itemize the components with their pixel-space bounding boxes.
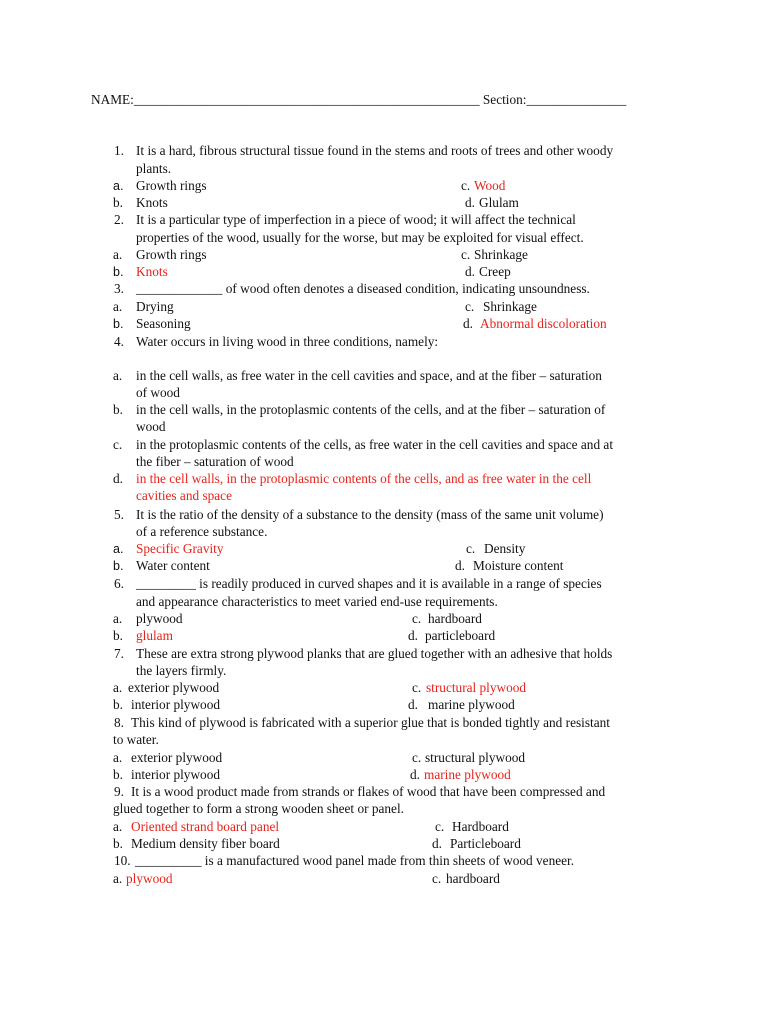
option-letter: b. bbox=[113, 195, 123, 210]
option-letter: a. bbox=[113, 680, 123, 695]
option-letter: a. bbox=[113, 247, 123, 262]
option-letter: d. bbox=[432, 836, 442, 851]
section-label: Section: bbox=[482, 92, 527, 107]
option-text: Density bbox=[484, 541, 526, 556]
option-letter: b. bbox=[113, 767, 123, 782]
question-6-stem-line: _________ is readily produced in curved shapes and it is available in a range of species bbox=[136, 576, 602, 591]
option-text: hardboard bbox=[428, 611, 482, 626]
option-text: Wood bbox=[474, 178, 506, 193]
section-blank[interactable]: _______________ bbox=[526, 92, 627, 107]
question-10-number: 10. bbox=[114, 853, 131, 868]
option-text: in the cell walls, in the protoplasmic contents of the cells, and as free water in the cell bbox=[136, 471, 592, 486]
option-text: plywood bbox=[136, 611, 183, 626]
option-text: structural plywood bbox=[426, 680, 527, 695]
name-blank[interactable]: ____________________________________________________ bbox=[133, 92, 480, 107]
option-letter: a. bbox=[113, 299, 123, 314]
option-text: Medium density fiber board bbox=[131, 836, 280, 851]
option-letter: b. bbox=[113, 559, 124, 573]
question-6-number: 6. bbox=[114, 576, 124, 591]
option-letter: a. bbox=[113, 871, 123, 886]
question-2-stem-line: It is a particular type of imperfection in a piece of wood; it will affect the technical bbox=[136, 212, 576, 227]
question-8-number: 8. bbox=[114, 715, 124, 730]
question-1-stem-line: plants. bbox=[136, 161, 172, 176]
option-text: interior plywood bbox=[131, 767, 221, 782]
option-letter: d. bbox=[113, 471, 123, 486]
option-letter: b. bbox=[113, 402, 123, 417]
question-5-stem-line: of a reference substance. bbox=[136, 524, 268, 539]
option-text: Growth rings bbox=[136, 178, 207, 193]
option-text: Shrinkage bbox=[483, 299, 537, 314]
option-letter: c. bbox=[412, 611, 422, 626]
option-letter: d. bbox=[463, 316, 473, 331]
question-3-stem-line: _____________ of wood often denotes a diseased condition, indicating unsoundness. bbox=[136, 281, 590, 296]
question-9-stem-line: It is a wood product made from strands or flakes of wood that have been compressed and bbox=[131, 784, 606, 799]
option-letter: d. bbox=[410, 767, 420, 782]
option-letter: c. bbox=[461, 178, 471, 193]
option-letter: c. bbox=[432, 871, 442, 886]
option-text: Water content bbox=[136, 558, 210, 573]
option-letter: d. bbox=[465, 195, 475, 210]
option-text: Abnormal discoloration bbox=[480, 316, 607, 331]
option-text: Oriented strand board panel bbox=[131, 819, 280, 834]
option-text: Knots bbox=[136, 264, 168, 279]
option-text: exterior plywood bbox=[128, 680, 220, 695]
option-text: wood bbox=[136, 419, 166, 434]
name-line bbox=[91, 92, 626, 108]
option-text: Shrinkage bbox=[474, 247, 528, 262]
option-text: plywood bbox=[126, 871, 173, 886]
question-9-number: 9. bbox=[114, 784, 124, 799]
option-text: Seasoning bbox=[136, 316, 191, 331]
option-text: in the cell walls, as free water in the cell cavities and space, and at the fiber – saturation bbox=[136, 368, 602, 383]
option-text: Drying bbox=[136, 299, 174, 314]
option-letter: d. bbox=[455, 558, 465, 573]
option-letter: b. bbox=[113, 628, 123, 643]
option-letter: a. bbox=[113, 750, 123, 765]
option-letter: c. bbox=[466, 541, 476, 556]
option-letter: c. bbox=[461, 247, 471, 262]
option-letter: c. bbox=[435, 819, 445, 834]
option-text: marine plywood bbox=[428, 697, 515, 712]
option-text: in the cell walls, in the protoplasmic contents of the cells, and at the fiber – saturation of bbox=[136, 402, 606, 417]
option-letter: b. bbox=[113, 836, 123, 851]
option-letter: a. bbox=[113, 368, 123, 383]
question-3-number: 3. bbox=[114, 281, 124, 296]
option-text: exterior plywood bbox=[131, 750, 223, 765]
option-text: structural plywood bbox=[425, 750, 526, 765]
option-letter: c. bbox=[412, 750, 422, 765]
option-letter: c. bbox=[465, 299, 475, 314]
question-10-stem-line: __________ is a manufactured wood panel made from thin sheets of wood veneer. bbox=[135, 853, 575, 868]
name-label: NAME: bbox=[91, 92, 134, 107]
question-4-stem-line: Water occurs in living wood in three conditions, namely: bbox=[136, 334, 439, 349]
option-letter: d. bbox=[465, 264, 475, 279]
option-text: Creep bbox=[479, 264, 511, 279]
option-letter: a. bbox=[113, 819, 123, 834]
option-text: the fiber – saturation of wood bbox=[136, 454, 294, 469]
question-4-number: 4. bbox=[114, 334, 124, 349]
option-letter: a. bbox=[113, 179, 124, 193]
question-7-number: 7. bbox=[114, 646, 124, 661]
question-7-stem-line: These are extra strong plywood planks that are glued together with an adhesive that holds bbox=[136, 646, 613, 661]
option-text: Moisture content bbox=[473, 558, 564, 573]
option-letter: d. bbox=[408, 697, 418, 712]
option-letter: b. bbox=[113, 317, 124, 331]
question-1-number: 1. bbox=[114, 143, 124, 158]
question-7-stem-line: the layers firmly. bbox=[136, 663, 227, 678]
option-text: Growth rings bbox=[136, 247, 207, 262]
option-letter: b. bbox=[113, 697, 123, 712]
option-letter: c. bbox=[412, 680, 422, 695]
option-text: marine plywood bbox=[424, 767, 511, 782]
option-text: Specific Gravity bbox=[136, 541, 224, 556]
option-letter: c. bbox=[113, 437, 123, 452]
question-5-stem-line: It is the ratio of the density of a substance to the density (mass of the same unit volume) bbox=[136, 507, 604, 522]
option-letter: b. bbox=[113, 265, 124, 279]
option-letter: a. bbox=[113, 611, 123, 626]
option-text: Glulam bbox=[479, 195, 519, 210]
option-text: Knots bbox=[136, 195, 168, 210]
question-6-stem-line: and appearance characteristics to meet varied end-use requirements. bbox=[136, 594, 498, 609]
option-letter: d. bbox=[408, 628, 418, 643]
option-text: glulam bbox=[136, 628, 173, 643]
question-1-stem-line: It is a hard, fibrous structural tissue found in the stems and roots of trees and other woody bbox=[136, 143, 614, 158]
option-text: in the protoplasmic contents of the cells, as free water in the cell cavities and space and at bbox=[136, 437, 614, 452]
question-2-number: 2. bbox=[114, 212, 124, 227]
option-text: interior plywood bbox=[131, 697, 221, 712]
option-text: cavities and space bbox=[136, 488, 232, 503]
option-text: of wood bbox=[136, 385, 180, 400]
question-9-stem-line: glued together to form a strong wooden sheet or panel. bbox=[113, 801, 404, 816]
option-letter: a. bbox=[113, 542, 124, 556]
option-text: particleboard bbox=[425, 628, 496, 643]
question-5-number: 5. bbox=[114, 507, 124, 522]
option-text: Hardboard bbox=[452, 819, 509, 834]
option-text: hardboard bbox=[446, 871, 500, 886]
question-8-stem-line: This kind of plywood is fabricated with a superior glue that is bonded tightly and resistant bbox=[131, 715, 610, 730]
question-2-stem-line: properties of the wood, usually for the worse, but may be exploited for visual effect. bbox=[136, 230, 584, 245]
option-text: Particleboard bbox=[450, 836, 521, 851]
question-8-stem-line: to water. bbox=[113, 732, 159, 747]
